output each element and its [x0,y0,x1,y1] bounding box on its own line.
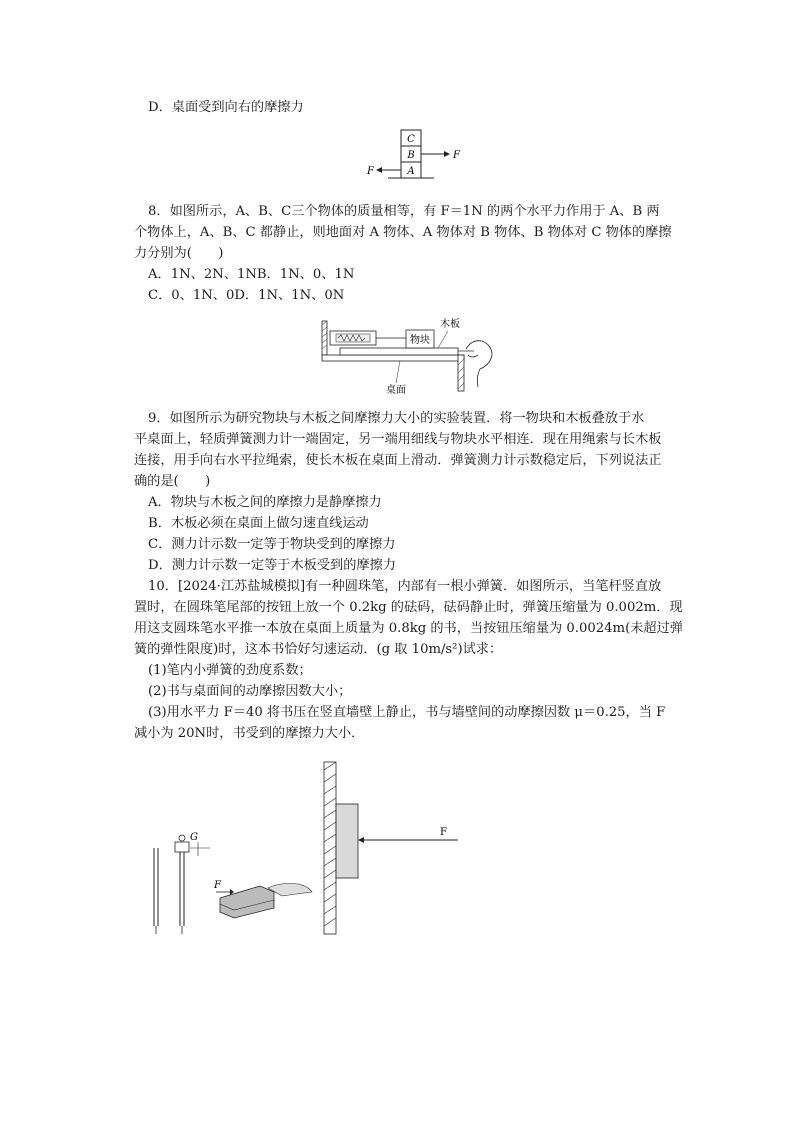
label-board: 木板 [440,319,460,330]
q7-option-d: D．桌面受到向右的摩擦力 [148,100,304,115]
stacked-blocks-figure [364,128,464,184]
force-arrowhead-left [376,167,382,173]
weight-block [175,842,189,852]
desk-leg [458,355,464,391]
q9-stem-line3: 连接，用手向右水平拉绳索，使长木板在桌面上滑动．弹簧测力计示数稳定后，下列说法正 [134,453,662,468]
pen-hand [268,884,312,897]
label-b: B [407,150,415,161]
force-arrowhead-right [444,151,450,157]
q8-stem-line3: 力分别为( ) [134,246,224,261]
q9-option-b: B．木板必须在桌面上做匀速直线运动 [148,516,369,531]
force-label-left: F [367,166,374,177]
q9-option-c: C．测力计示数一定等于物块受到的摩擦力 [148,537,396,552]
label-block: 物块 [410,335,430,346]
q10-stem-line3: 用这支圆珠笔水平推一本放在桌面上质量为 0.8kg 的书，当按钮压缩量为 0.0024m(未超过弹 [134,621,683,636]
wooden-board [340,348,458,355]
q10-stem-line4: 簧的弹性限度)时，这本书恰好匀速运动．(g 取 10m/s²)试求： [134,642,503,657]
q10-stem-line1: 10．[2024·江苏盐城模拟]有一种圆珠笔，内部有一根小弹簧．如图所示，当笔杆竖直放 [148,579,662,594]
book-on-wall [336,804,358,878]
q10-sub1: (1)笔内小弹簧的劲度系数； [148,663,312,678]
left-wall [322,321,327,355]
hand-icon [466,341,492,387]
label-f-pen: F [214,880,221,891]
weight-knob [179,835,185,841]
q9-option-a: A．物块与木板之间的摩擦力是静摩擦力 [148,495,382,510]
spring-scale-experiment-figure [318,315,496,403]
q9-option-d: D．测力计示数一定等于木板受到的摩擦力 [148,558,396,573]
q10-sub3-line2: 减小为 20N时，书受到的摩擦力大小． [134,726,365,741]
q8-options-cd: C．0、1N、0D．1N、1N、0N [148,288,345,303]
q8-stem-line2: 个物体上，A、B、C 都静止，则地面对 A 物体、A 物体对 B 物体、B 物体对 C 物体的摩擦 [134,225,672,240]
label-g: G [190,832,198,843]
q8-stem-line1: 8．如图所示，A、B、C三个物体的质量相等，有 F＝1N 的两个水平力作用于 A、B 两 [148,204,660,219]
desk-top [322,355,464,361]
wall [324,762,336,934]
board-label-leader [438,331,448,348]
q9-stem-line2: 平桌面上，轻质弹簧测力计一端固定，另一端用细线与物块水平相连．现在用绳索与长木板 [134,432,662,447]
q10-sub3-line1: (3)用水平力 F＝40 将书压在竖直墙壁上静止，书与墙壁间的动摩擦因数 μ＝0.25，当 F [148,705,666,720]
book-on-wall-figure [318,760,468,940]
label-a: A [407,166,415,177]
label-f-wall: F [440,827,447,838]
desk-label-leader [396,361,400,383]
q10-stem-line2: 置时，在圆珠笔尾部的按钮上放一个 0.2kg 的砝码，砝码静止时，弹簧压缩量为 0.002m．现 [134,600,683,615]
pen-and-book-figure [146,826,316,938]
q9-stem-line1: 9．如图所示为研究物块与木板之间摩擦力大小的实验装置．将一物块和木板叠放于水 [148,411,645,426]
label-c: C [407,134,415,145]
q9-stem-line4: 确的是( ) [134,474,211,489]
press-force-arrowhead [358,837,364,843]
q8-options-ab: A．1N、2N、1NB．1N、0、1N [148,267,355,282]
label-desk: 桌面 [386,385,406,396]
q10-sub2: (2)书与桌面间的动摩擦因数大小； [148,684,352,699]
force-label-right: F [453,150,460,161]
